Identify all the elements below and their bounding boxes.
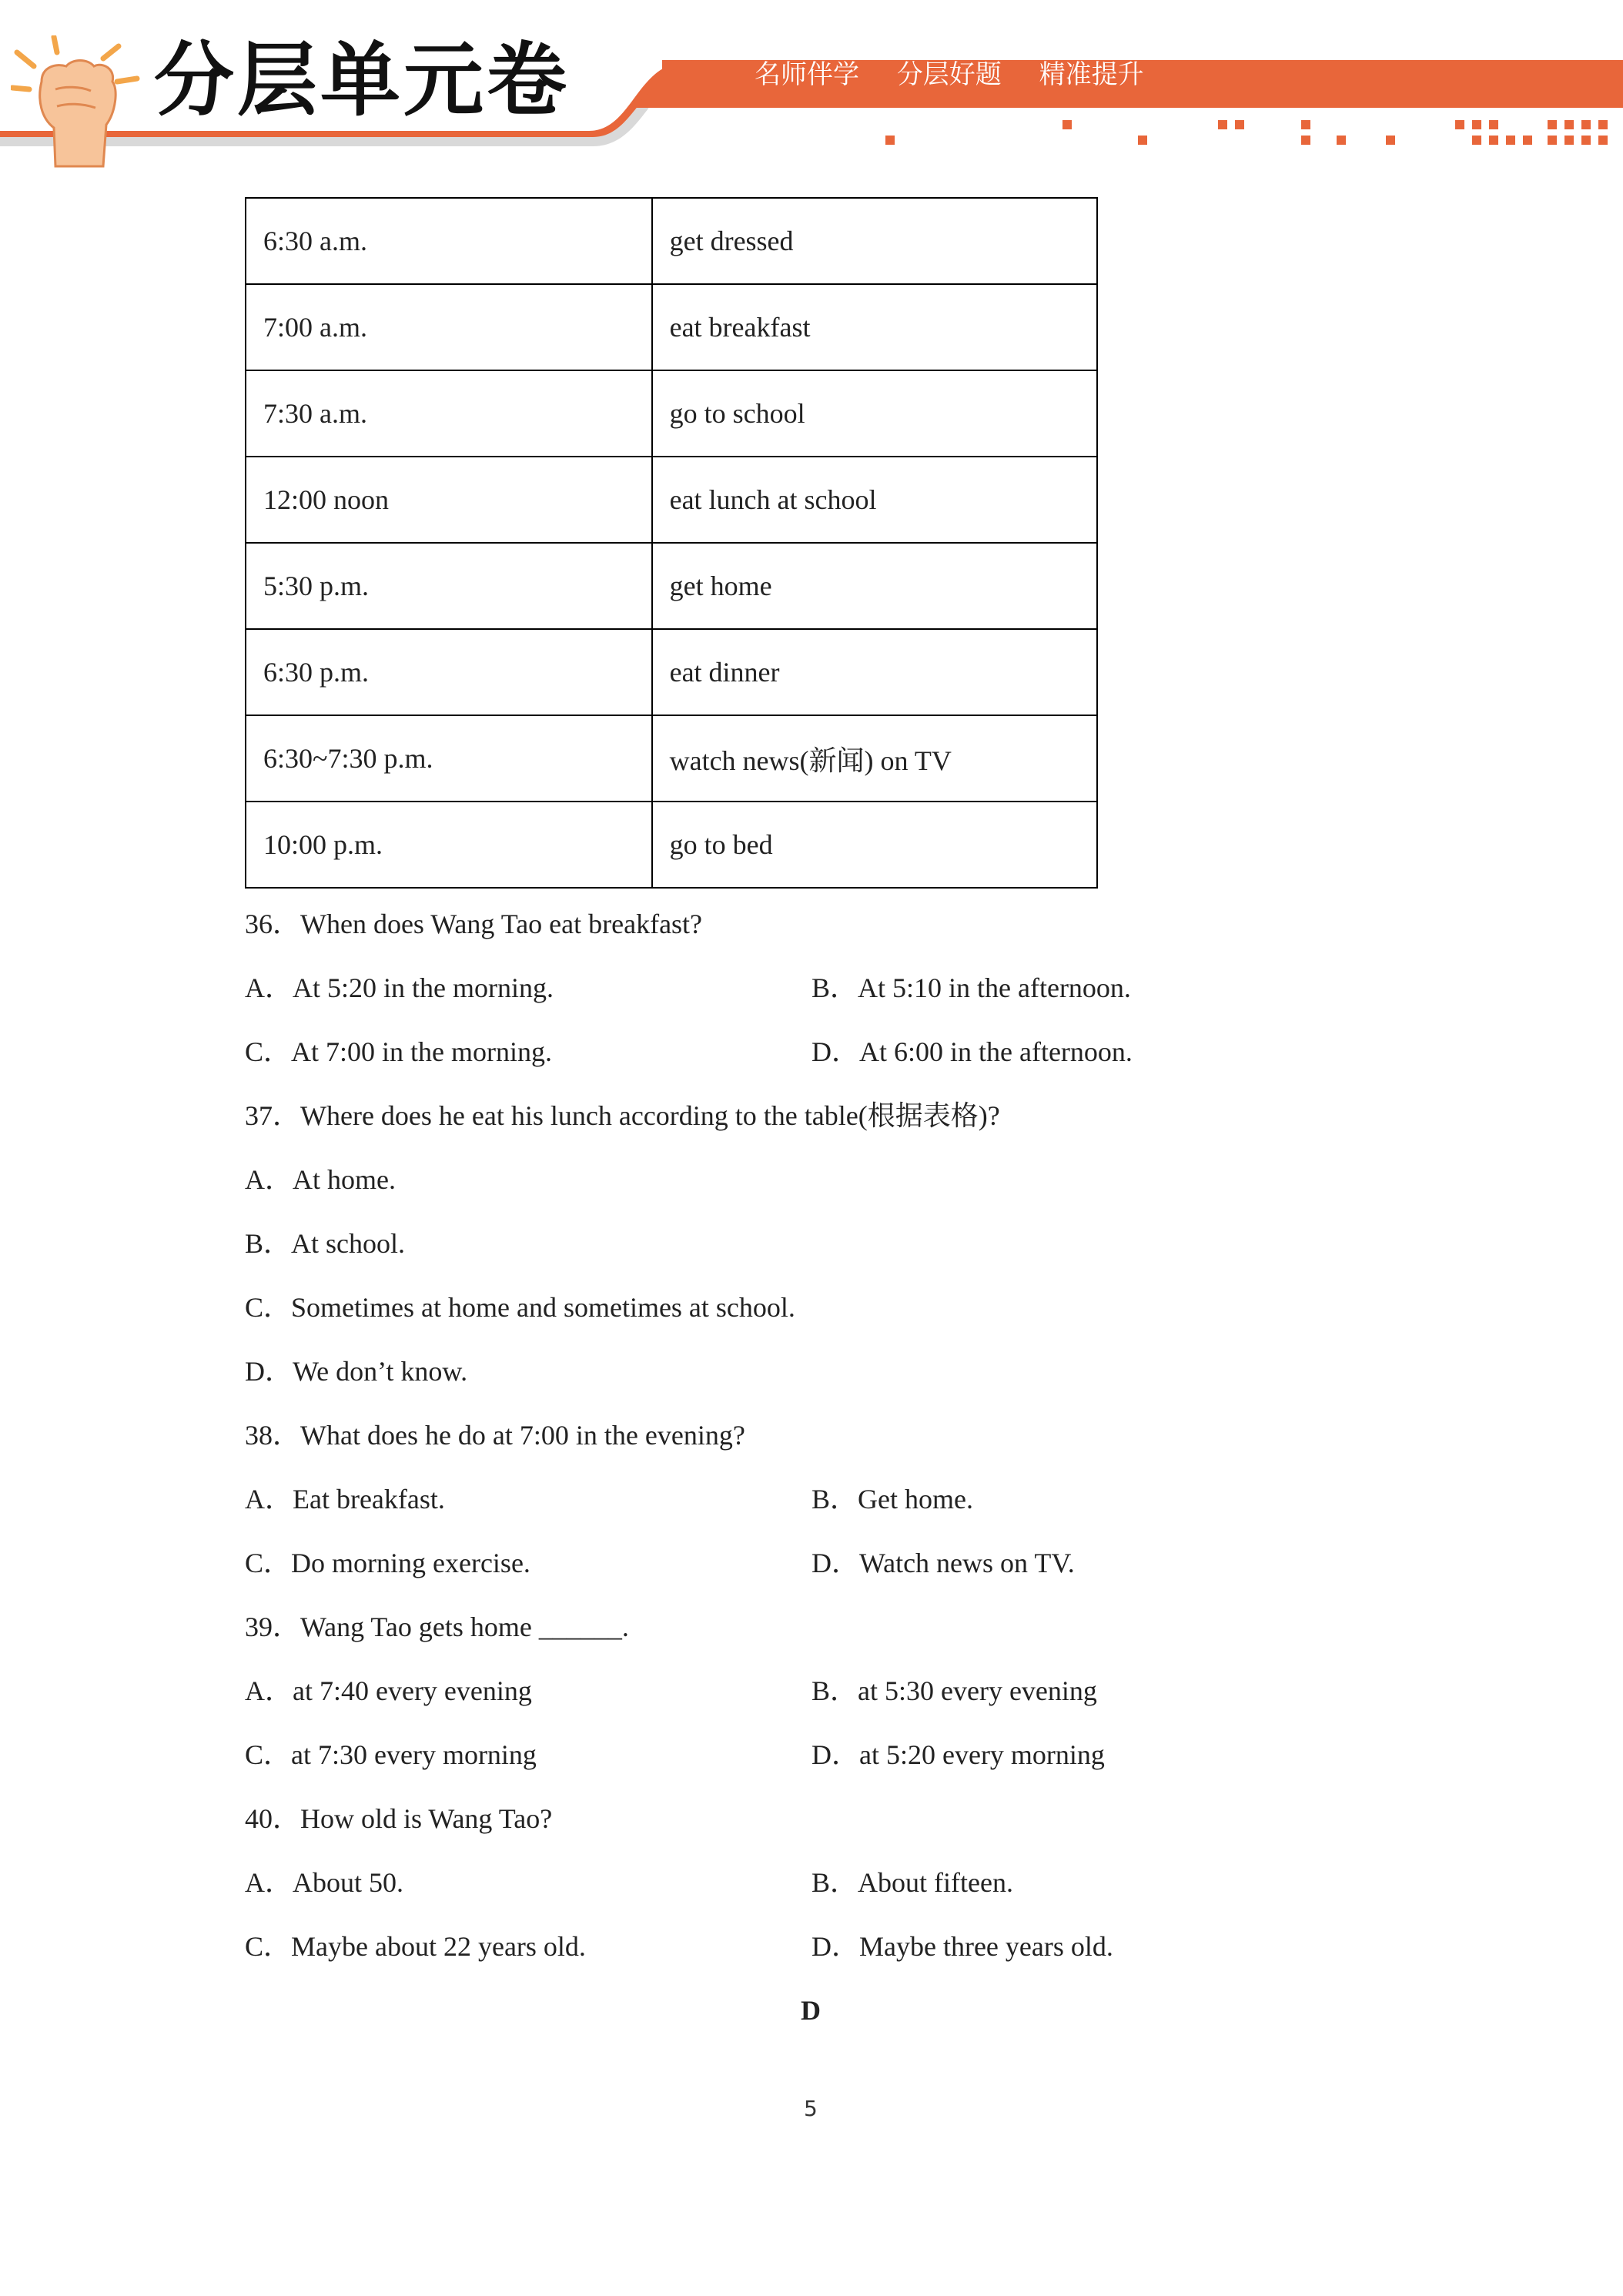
- activity-cell: go to bed: [652, 802, 1097, 888]
- question-39-stem: 39．Wang Tao gets home ______.: [245, 1612, 629, 1642]
- header-slogan: [755, 59, 1173, 90]
- question-40-option-a: A．About 50.: [245, 1867, 403, 1898]
- time-cell: 6:30 a.m.: [246, 198, 652, 284]
- table-row: [246, 715, 1097, 802]
- time-cell: 12:00 noon: [246, 457, 652, 543]
- question-38-option-c: C．Do morning exercise.: [245, 1548, 530, 1578]
- question-36-stem: 36．When does Wang Tao eat breakfast?: [245, 909, 703, 939]
- brand-title: 分层单元卷: [154, 33, 571, 127]
- time-cell: 6:30~7:30 p.m.: [246, 715, 652, 802]
- question-38-option-a: A．Eat breakfast.: [245, 1484, 445, 1514]
- question-39-option-d: D．at 5:20 every morning: [812, 1739, 1105, 1770]
- time-cell: 7:30 a.m.: [246, 370, 652, 457]
- activity-cell: watch news(新闻) on TV: [652, 715, 1097, 802]
- question-37-stem: 37．Where does he eat his lunch according to the table(根据表格)?: [245, 1100, 1000, 1131]
- activity-cell: eat dinner: [652, 629, 1097, 715]
- activity-cell: get home: [652, 543, 1097, 629]
- page-header: [0, 0, 1623, 166]
- question-39-option-a: A．at 7:40 every evening: [245, 1675, 532, 1706]
- question-37-option-c: C．Sometimes at home and sometimes at school.: [245, 1292, 795, 1323]
- activity-cell: eat lunch at school: [652, 457, 1097, 543]
- time-cell: 6:30 p.m.: [246, 629, 652, 715]
- question-39-option-c: C．at 7:30 every morning: [245, 1739, 537, 1770]
- question-40-option-b: B．About fifteen.: [812, 1867, 1013, 1898]
- question-36-option-b: B．At 5:10 in the afternoon.: [812, 972, 1131, 1003]
- time-cell: 5:30 p.m.: [246, 543, 652, 629]
- question-36-option-d: D．At 6:00 in the afternoon.: [812, 1036, 1133, 1067]
- time-cell: 10:00 p.m.: [246, 802, 652, 888]
- question-40-option-c: C．Maybe about 22 years old.: [245, 1931, 586, 1962]
- question-39-option-b: B．at 5:30 every evening: [812, 1675, 1097, 1706]
- slogan-item: 名师伴学: [755, 59, 859, 90]
- slogan-item: 精准提升: [1039, 59, 1144, 90]
- schedule-table: [245, 197, 1098, 889]
- activity-cell: go to school: [652, 370, 1097, 457]
- table-row: [246, 802, 1097, 888]
- time-cell: 7:00 a.m.: [246, 284, 652, 370]
- question-37-option-d: D．We don’t know.: [245, 1356, 468, 1387]
- table-row: [246, 629, 1097, 715]
- table-row: [246, 543, 1097, 629]
- activity-cell: eat breakfast: [652, 284, 1097, 370]
- table-row: [246, 284, 1097, 370]
- table-row: [246, 198, 1097, 284]
- question-36-option-c: C．At 7:00 in the morning.: [245, 1036, 552, 1067]
- question-38-option-d: D．Watch news on TV.: [812, 1548, 1075, 1578]
- question-40-stem: 40．How old is Wang Tao?: [245, 1803, 553, 1834]
- fist-icon: [11, 35, 142, 170]
- page-number: 5: [804, 2096, 818, 2121]
- slogan-item: 分层好题: [896, 59, 1002, 90]
- question-38-option-b: B．Get home.: [812, 1484, 973, 1514]
- question-36-option-a: A．At 5:20 in the morning.: [245, 972, 554, 1003]
- table-row: [246, 370, 1097, 457]
- question-40-option-d: D．Maybe three years old.: [812, 1931, 1113, 1962]
- question-37-option-b: B．At school.: [245, 1228, 406, 1259]
- section-heading: D: [801, 1995, 821, 2026]
- activity-cell: get dressed: [652, 198, 1097, 284]
- table-row: [246, 457, 1097, 543]
- question-37-option-a: A．At home.: [245, 1164, 396, 1195]
- question-38-stem: 38．What does he do at 7:00 in the evening?: [245, 1420, 745, 1451]
